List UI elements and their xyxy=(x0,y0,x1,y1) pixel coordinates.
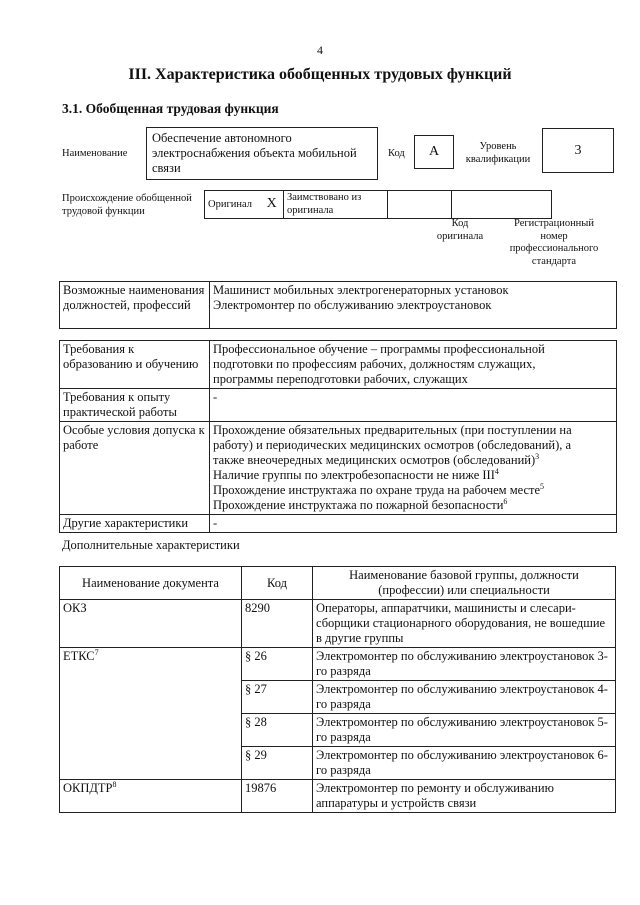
doc-code: § 29 xyxy=(245,748,267,762)
page-number: 4 xyxy=(317,43,323,57)
footnote-mark: 4 xyxy=(494,466,499,476)
code-label: Код xyxy=(388,148,405,159)
code-value: А xyxy=(428,144,440,159)
section-title: III. Характеристика обобщенных трудовых функций xyxy=(128,66,512,83)
code-box xyxy=(414,135,454,169)
positions-label: Возможные наименования должностей, профессий xyxy=(63,283,205,312)
requirement-label: Требования к образованию и обучению xyxy=(63,342,199,371)
header-doc-name: Наименование документа xyxy=(82,575,219,590)
group-name: Электромонтер по ремонту и обслуживанию аппаратуры и устройств связи xyxy=(316,781,554,810)
doc-name: ОКПДТР xyxy=(63,781,113,795)
original-mark: X xyxy=(266,195,277,211)
requirement-line: работу) и периодических медицинских осмотров (обследований), а xyxy=(213,438,572,452)
requirement-line: подготовки по профессиям рабочих, должностям служащих, xyxy=(213,357,536,371)
reg-number-label: Регистрационный номер профессионального стандарта xyxy=(509,218,599,267)
requirement-line: Профессиональное обучение – программы профессиональной xyxy=(213,342,545,356)
header-code: Код xyxy=(267,575,287,590)
level-box xyxy=(542,128,614,173)
header-group-name: Наименование базовой группы, должности (профессии) или специальности xyxy=(349,568,579,597)
requirement-line: Прохождение инструктажа по охране труда на рабочем месте$^5$ xyxy=(213,481,545,497)
doc-name: ЕТКС xyxy=(63,649,95,663)
doc-name: ОКЗ xyxy=(63,601,87,615)
doc-code: § 27 xyxy=(245,682,267,696)
footnote-mark: 6 xyxy=(503,496,508,506)
requirements-table xyxy=(59,340,617,533)
position-line: Машинист мобильных электрогенераторных установок xyxy=(213,283,509,297)
level-value: 3 xyxy=(574,143,582,158)
level-label: Уровень квалификации xyxy=(465,141,531,165)
additional-title: Дополнительные характеристики xyxy=(62,538,240,552)
group-name: Электромонтер по обслуживанию электроустановок 3-го разряда xyxy=(316,649,608,678)
footnote-mark: 5 xyxy=(540,481,545,491)
doc-code: 19876 xyxy=(245,781,277,795)
footnote-mark: 8 xyxy=(112,779,117,789)
group-name: Электромонтер по обслуживанию электроустановок 5-го разряда xyxy=(316,715,608,744)
subsection-title: 3.1. Обобщенная трудовая функция xyxy=(62,101,279,116)
footnote-mark: 7 xyxy=(94,647,99,657)
position-line: Электромонтер по обслуживанию электроустановок xyxy=(213,298,492,312)
group-name: Электромонтер по обслуживанию электроустановок 6-го разряда xyxy=(316,748,608,777)
requirement-line: - xyxy=(213,390,218,404)
function-name-box xyxy=(146,127,378,180)
footnote-mark: 3 xyxy=(535,451,540,461)
requirement-line: также внеочередных медицинских осмотров (обследований)$^3$ xyxy=(213,451,540,467)
requirement-label: Требования к опыту практической работы xyxy=(63,390,177,419)
function-name-value: Обеспечение автономного электроснабжения объекта мобильной связи xyxy=(152,131,357,175)
requirement-line: программы переподготовки рабочих, служащих xyxy=(213,372,468,386)
requirement-line: - xyxy=(213,516,218,530)
origin-table xyxy=(204,190,552,219)
borrowed-label: Заимствовано из оригинала xyxy=(287,192,362,216)
name-label: Наименование xyxy=(62,148,128,159)
requirement-label: Другие характеристики xyxy=(63,516,189,530)
additional-table xyxy=(59,566,616,813)
requirement-label: Особые условия допуска к работе xyxy=(63,423,205,452)
requirement-line: Прохождение инструктажа по пожарной безопасности$^6$ xyxy=(213,496,508,512)
doc-code: § 28 xyxy=(245,715,267,729)
original-label: Оригинал xyxy=(208,198,252,210)
code-original-label: Код оригинала xyxy=(436,218,484,242)
requirement-line: Прохождение обязательных предварительных (при поступлении на xyxy=(213,423,572,437)
group-name: Операторы, аппаратчики, машинисты и слесари-сборщики стационарного оборудования, не вошедшие в другие группы xyxy=(316,601,606,645)
doc-code: § 26 xyxy=(245,649,267,663)
origin-label: Происхождение обобщенной трудовой функции xyxy=(62,193,192,217)
group-name: Электромонтер по обслуживанию электроустановок 4-го разряда xyxy=(316,682,608,711)
requirement-line: Наличие группы по электробезопасности не ниже III$^4$ xyxy=(213,466,499,482)
positions-table xyxy=(59,281,617,329)
doc-code: 8290 xyxy=(245,601,270,615)
